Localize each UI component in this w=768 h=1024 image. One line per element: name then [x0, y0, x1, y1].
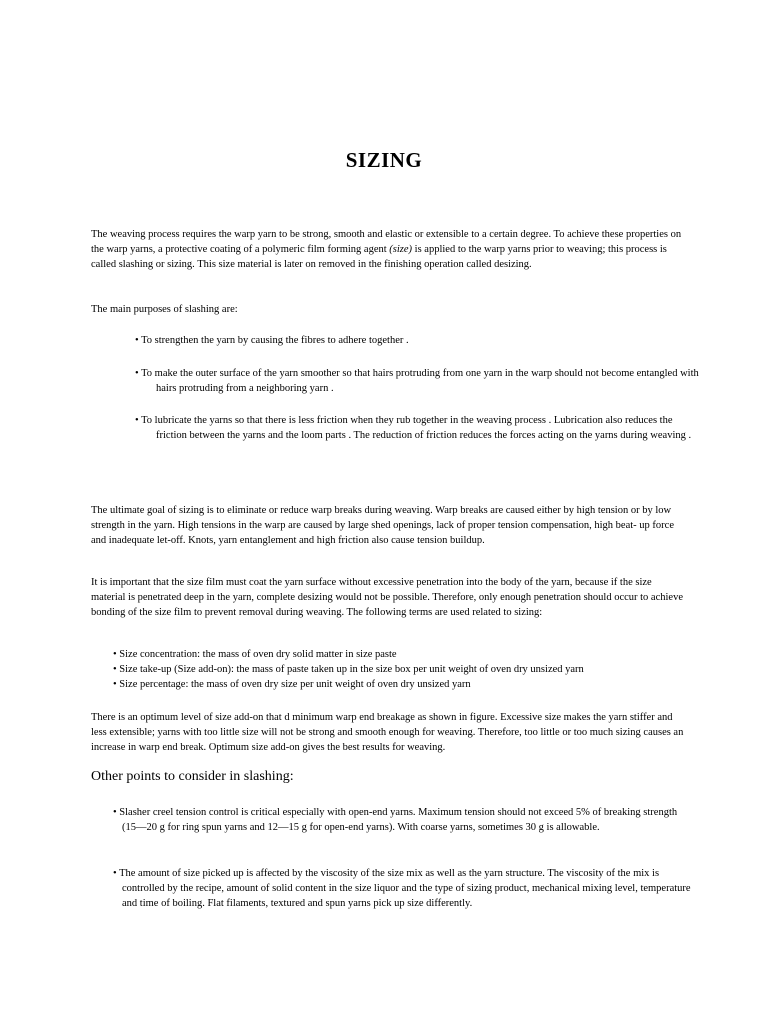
other-point-item: • The amount of size picked up is affected by the viscosity of the size mix as well as the yarn structure. The viscosity of the mix is controlled by the recipe, amount of solid content in the size liquor and the type of sizing product, mechanical mixing level, temperature and time of boiling. Flat filaments, textured and spun yarns pick up size differently.: [113, 868, 691, 909]
other-point-item: • Slasher creel tension control is critical especially with open-end yarns. Maximum tension should not exceed 5% of breaking strength (15—20 g for ring spun yarns and 12—15 g for open-end yarns). With coarse yarns, sometimes 30 g is allowable.: [113, 807, 678, 833]
purpose-item: • To make the outer surface of the yarn smoother so that hairs protruding from one yarn in the warp should not become entangled with hairs protruding from a neighboring yarn .: [135, 368, 699, 394]
intro-text-2: is applied to the warp yarns prior to weaving; this process is called slashing or sizing. This size material is later on removed in the finishing operation called desizing.: [91, 244, 667, 270]
intro-paragraph: [91, 227, 687, 272]
film-paragraph: It is important that the size film must coat the yarn surface without excessive penetration into the body of the yarn, because if the size material is penetrated deep in the yarn, complete desizing would not be possible. Therefore, only enough penetration should occur to achieve bonding of the size film to prevent removal during weaving. The following terms are used related to sizing:: [91, 577, 683, 618]
purposes-label: The main purposes of slashing are:: [91, 304, 238, 315]
section-heading: Other points to consider in slashing:: [91, 769, 294, 784]
page-title: SIZING: [345, 148, 423, 172]
goal-paragraph: The ultimate goal of sizing is to eliminate or reduce warp breaks during weaving. Warp breaks are caused either by high tension or by low strength in the yarn. High tensions in the warp are caused by large shed openings, lack of proper tension compensation, high beat- up force and inadequate let-off. Knots, yarn entanglement and high friction also cause tension buildup.: [91, 505, 674, 546]
optimum-paragraph: There is an optimum level of size add-on that d minimum warp end breakage as shown in figure. Excessive size makes the yarn stiffer and less extensible; yarns with too little size will not be strong and smooth enough for weaving. Therefore, too little or too much sizing causes an increase in warp end break. Optimum size add-on gives the best results for weaving.: [91, 712, 684, 753]
term-item: • Size take-up (Size add-on): the mass of paste taken up in the size box per unit weight of oven dry unsized yarn: [113, 664, 584, 675]
intro-italic-term: (size): [389, 244, 413, 255]
term-item: • Size concentration: the mass of oven dry solid matter in size paste: [113, 649, 397, 660]
purpose-item: • To lubricate the yarns so that there is less friction when they rub together in the weaving process . Lubrication also reduces the friction between the yarns and the loom parts . The reduction of friction reduces the forces acting on the yarns during weaving .: [135, 415, 692, 441]
purpose-item: • To strengthen the yarn by causing the fibres to adhere together .: [135, 335, 409, 346]
intro-text-1: The weaving process requires the warp yarn to be strong, smooth and elastic or extensible to a certain degree. To achieve these properties on the warp yarns, a protective coating of a polymeric film forming agent: [91, 229, 682, 255]
term-item: • Size percentage: the mass of oven dry size per unit weight of oven dry unsized yarn: [113, 679, 471, 690]
